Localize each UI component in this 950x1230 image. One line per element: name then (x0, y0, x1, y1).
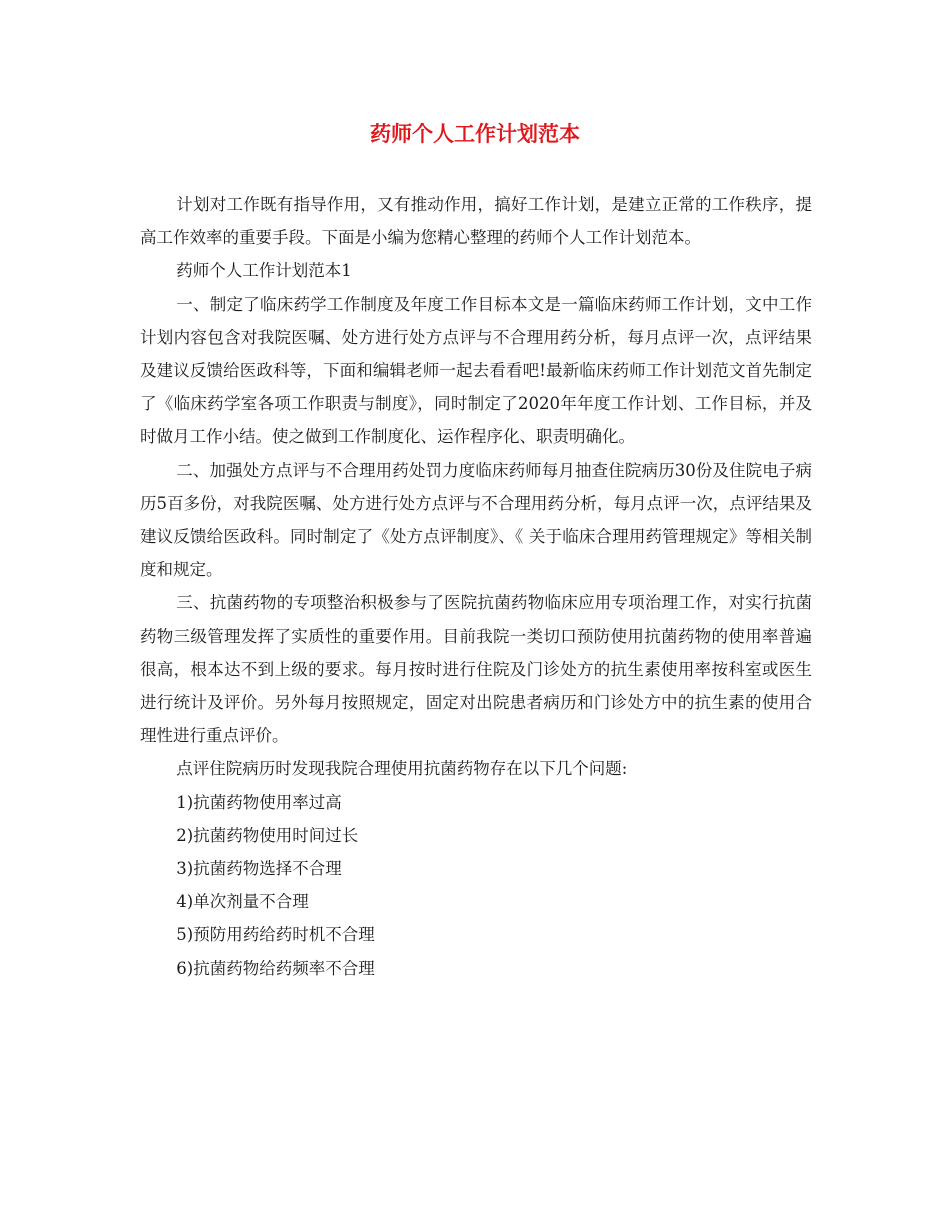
paragraph-issues-intro: 点评住院病历时发现我院合理使用抗菌药物存在以下几个问题: (176, 759, 628, 779)
paragraph-section-3: 三、抗菌药物的专项整治积极参与了医院抗菌药物临床应用专项治理工作，对实行抗菌药物三级管理发挥了实质性的重要作用。目前我院一类切口预防使用抗菌药物的使用率普遍很高，根本达不到上级的要求。每月按时进行住院及门诊处方的抗生素使用率按科室或医生进行统计及评价。另外每月按照规定，固定对出院患者病历和门诊处方中的抗生素的使用合理性进行重点评价。 (140, 593, 812, 746)
document-title: 药师个人工作计划范本 (370, 121, 580, 146)
paragraph-intro: 计划对工作既有指导作用，又有推动作用，搞好工作计划，是建立正常的工作秩序，提高工作效率的重要手段。下面是小编为您精心整理的药师个人工作计划范本。 (140, 195, 812, 248)
paragraph-section-2: 二、加强处方点评与不合理用药处罚力度临床药师每月抽查住院病历30份及住院电子病历5百多份，对我院医嘱、处方进行处方点评与不合理用药分析，每月点评一次，点评结果及建议反馈给医政科。同时制定了《处方点评制度》、《 关于临床合理用药管理规定》等相关制度和规定。 (140, 460, 812, 580)
list-item: 2)抗菌药物使用时间过长 (176, 825, 359, 845)
paragraph-section-1: 一、制定了临床药学工作制度及年度工作目标本文是一篇临床药师工作计划，文中工作计划内容包含对我院医嘱、处方进行处方点评与不合理用药分析，每月点评一次，点评结果及建议反馈给医政科等，下面和编辑老师一起去看看吧!最新临床药师工作计划范文首先制定了《临床药学室各项工作职责与制度》，同时制定了2020年年度工作计划、工作目标，并及时做月工作小结。使之做到工作制度化、运作程序化、职责明确化。 (140, 294, 812, 447)
list-item: 6)抗菌药物给药频率不合理 (176, 958, 375, 978)
list-item: 1)抗菌药物使用率过高 (176, 792, 342, 812)
section-heading: 药师个人工作计划范本1 (176, 261, 352, 281)
list-item: 5)预防用药给药时机不合理 (176, 925, 375, 945)
document-body (140, 188, 812, 985)
list-item: 4)单次剂量不合理 (176, 892, 309, 912)
list-item: 3)抗菌药物选择不合理 (176, 859, 342, 879)
